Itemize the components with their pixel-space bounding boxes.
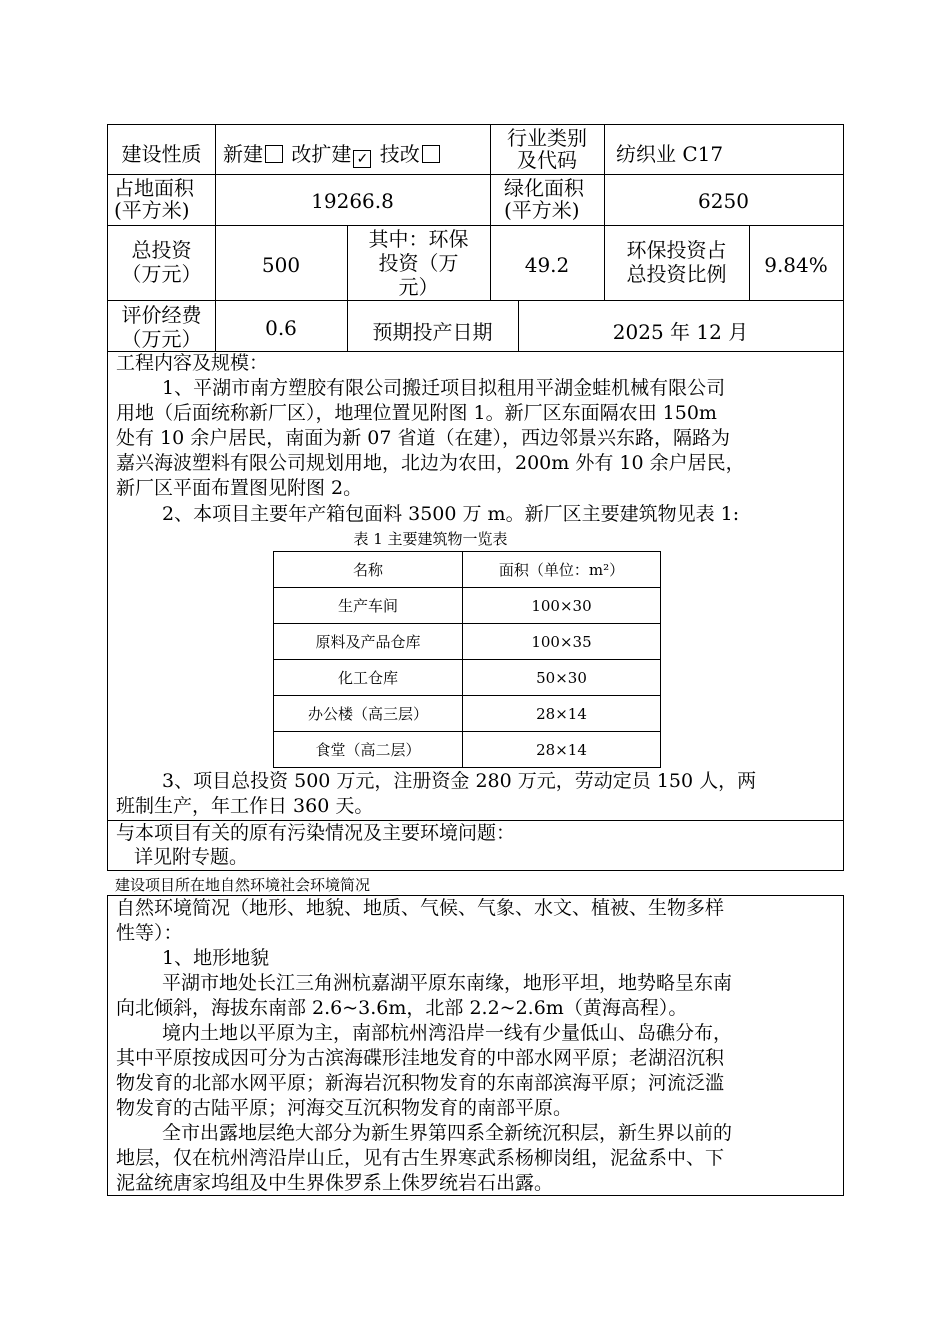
table-cell: 食堂（高二层） <box>274 732 463 768</box>
content-paragraph-2: 2、本项目主要年产箱包面料 3500 万 m。新厂区主要建筑物见表 1: <box>162 503 740 525</box>
green-label-line2: (平方米) <box>504 198 580 222</box>
table-cell: 化工仓库 <box>274 660 463 696</box>
nature-heading-line: 自然环境简况（地形、地貌、地质、气候、气象、水文、植被、生物多样 <box>116 897 725 919</box>
p1-line: 嘉兴海波塑料有限公司规划用地，北边为农田，200m 外有 10 余户居民， <box>116 452 745 474</box>
table-row <box>274 732 661 768</box>
industry-label-line2: 及代码 <box>517 148 577 172</box>
p3-line: 3、项目总投资 500 万元，注册资金 280 万元，劳动定员 150 人，两 <box>162 770 757 792</box>
area-label-line1: 占地面积 <box>114 176 194 200</box>
invest-value: 500 <box>261 253 301 277</box>
table-cell: 原料及产品仓库 <box>274 624 463 660</box>
nature-label: 建设性质 <box>121 142 202 166</box>
fee-label-line2: （万元） <box>121 327 202 351</box>
p1-line: 处有 10 余户居民，南面为新 07 省道（在建），西边邻景兴东路，隔路为 <box>116 427 731 449</box>
nature-options <box>223 138 488 168</box>
np2-line: 物发育的古陆平原；河海交互沉积物发育的南部平原。 <box>116 1097 573 1119</box>
option-expand-label: 改扩建 <box>291 142 352 166</box>
np3-line: 泥盆统唐家坞组及中生界侏罗系上侏罗统岩石出露。 <box>116 1172 554 1194</box>
option-new-label: 新建 <box>223 142 263 166</box>
table-cell: 28×14 <box>463 696 661 732</box>
green-label-line1: 绿化面积 <box>504 176 584 200</box>
nature-heading-line: 性等）： <box>116 922 183 944</box>
p3-line: 班制生产，年工作日 360 天。 <box>116 795 374 817</box>
np2-line: 物发育的北部水网平原；新海岩沉积物发育的东南部滨海平原；河流泛滥 <box>116 1072 725 1094</box>
industry-label <box>490 127 604 171</box>
invest-label <box>108 238 215 286</box>
np2-line: 境内土地以平原为主，南部杭州湾沿岸一线有少量低山、岛礁分布， <box>162 1022 733 1044</box>
invest-label-line2: （万元） <box>121 262 202 286</box>
pollution-text: 详见附专题。 <box>134 846 249 868</box>
env-invest-label-line2: 投资（万 <box>378 251 459 275</box>
nature-paragraph-1 <box>116 971 836 1021</box>
nature-box <box>107 895 844 1196</box>
ratio-label <box>604 238 749 286</box>
area-value: 19266.8 <box>311 189 394 213</box>
env-invest-label-line3: 元） <box>398 275 439 299</box>
info-table <box>107 124 844 352</box>
nature-sub1: 1、地形地貌 <box>162 947 270 969</box>
p1-line: 新厂区平面布置图见附图 2。 <box>116 477 363 499</box>
table-row <box>274 624 661 660</box>
buildings-table <box>273 551 661 768</box>
table-header-row <box>274 552 661 588</box>
fee-value: 0.6 <box>265 316 297 340</box>
project-content-box <box>107 351 844 821</box>
np2-line: 其中平原按成因可分为古滨海碟形洼地发育的中部水网平原；老湖沼沉积 <box>116 1047 725 1069</box>
section-title: 建设项目所在地自然环境社会环境简况 <box>115 876 371 894</box>
env-invest-value: 49.2 <box>524 253 570 277</box>
env-invest-label-line1: 其中：环保 <box>368 227 469 251</box>
table-row <box>274 660 661 696</box>
content-heading: 工程内容及规模： <box>116 352 269 374</box>
content-paragraph-1 <box>116 376 836 501</box>
table-cell: 28×14 <box>463 732 661 768</box>
pollution-heading: 与本项目有关的原有污染情况及主要环境问题： <box>116 822 516 844</box>
expand-checkbox[interactable]: ✓ <box>353 150 371 168</box>
table-row <box>274 696 661 732</box>
green-label <box>504 177 604 221</box>
np1-line: 向北倾斜，海拔东南部 2.6~3.6m，北部 2.2~2.6m（黄海高程）。 <box>116 997 688 1019</box>
table-caption: 表 1 主要建筑物一览表 <box>353 530 508 548</box>
tech-checkbox[interactable] <box>422 145 440 163</box>
ratio-value: 9.84% <box>764 253 828 277</box>
table-row <box>274 588 661 624</box>
env-invest-label <box>347 227 490 299</box>
new-checkbox[interactable] <box>265 145 283 163</box>
table-cell: 100×35 <box>463 624 661 660</box>
industry-value: 纺织业 C17 <box>616 142 724 166</box>
p1-line: 1、平湖市南方塑胶有限公司搬迁项目拟租用平湖金蛙机械有限公司 <box>162 377 726 399</box>
table-cell: 50×30 <box>463 660 661 696</box>
table-cell: 办公楼（高三层） <box>274 696 463 732</box>
nature-paragraph-3 <box>116 1121 836 1196</box>
area-label-line2: (平方米) <box>114 198 190 222</box>
np3-line: 全市出露地层绝大部分为新生界第四系全新统沉积层，新生界以前的 <box>162 1122 733 1144</box>
fee-label-line1: 评价经费 <box>121 303 202 327</box>
date-value: 2025 年 12 月 <box>612 320 749 344</box>
table-cell: 生产车间 <box>274 588 463 624</box>
fee-label <box>108 303 215 351</box>
content-paragraph-3 <box>116 769 836 819</box>
table-header-area: 面积（单位：m²） <box>463 552 661 588</box>
table-header-name: 名称 <box>274 552 463 588</box>
option-tech-label: 技改 <box>379 142 420 166</box>
nature-paragraph-2 <box>116 1021 836 1121</box>
p1-line: 用地（后面统称新厂区），地理位置见附图 1。新厂区东面隔农田 150m <box>116 402 717 424</box>
np1-line: 平湖市地处长江三角洲杭嘉湖平原东南缘，地形平坦，地势略呈东南 <box>162 972 733 994</box>
pollution-box <box>107 820 844 871</box>
area-label <box>114 177 214 221</box>
green-value: 6250 <box>698 189 749 213</box>
industry-label-line1: 行业类别 <box>507 126 587 150</box>
date-label: 预期投产日期 <box>372 320 493 344</box>
table-cell: 100×30 <box>463 588 661 624</box>
invest-label-line1: 总投资 <box>131 238 192 262</box>
np3-line: 地层，仅在杭州湾沿岸山丘，见有古生界寒武系杨柳岗组，泥盆系中、下 <box>116 1147 725 1169</box>
ratio-label-line1: 环保投资占 <box>626 238 727 262</box>
nature-heading <box>116 896 840 946</box>
ratio-label-line2: 总投资比例 <box>626 262 727 286</box>
